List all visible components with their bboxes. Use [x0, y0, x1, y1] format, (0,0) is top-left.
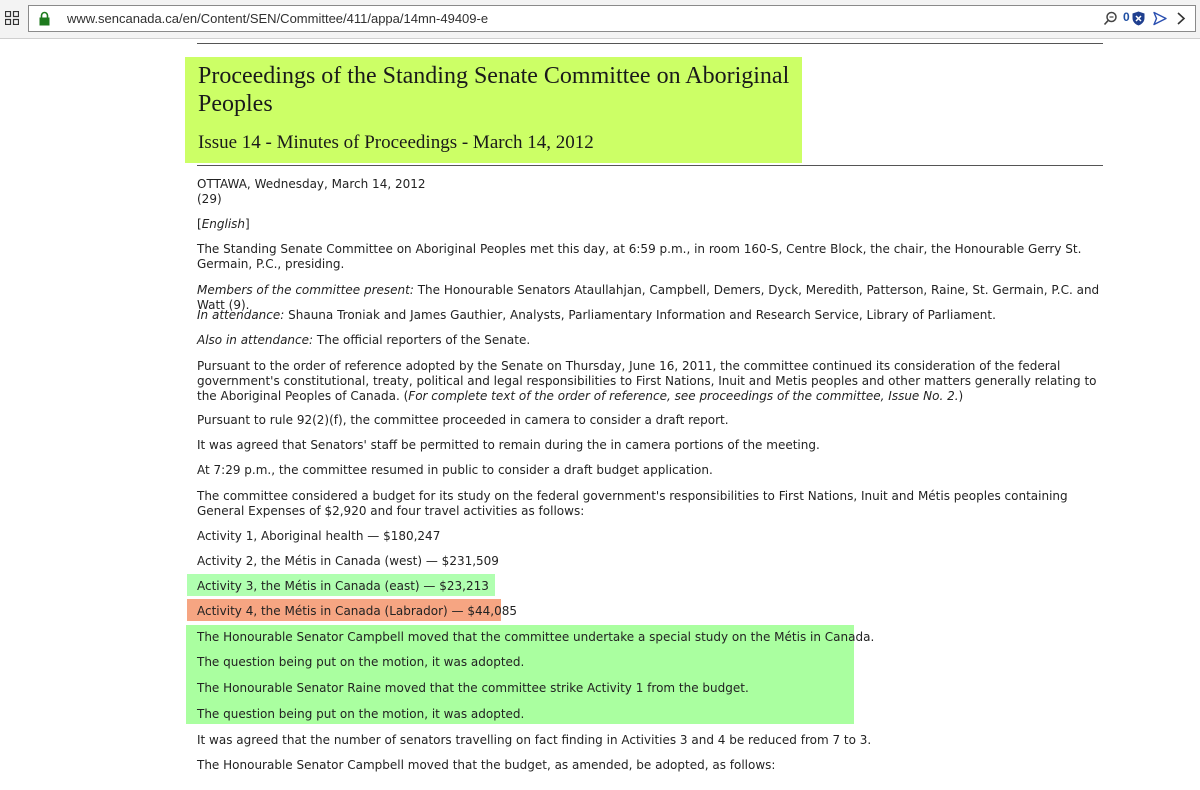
attendance-text: Shauna Troniak and James Gauthier, Analysts, Parliamentary Information and Research Service, Library of Parliament. [284, 308, 996, 322]
title-divider [197, 165, 1103, 166]
members-label: Members of the committee present: [197, 283, 414, 297]
language-note-text: English [201, 217, 246, 231]
place-date: OTTAWA, Wednesday, March 14, 2012 [197, 177, 426, 191]
motion-1-adopted: The question being put on the motion, it was adopted. [197, 655, 525, 669]
members-text: The Honourable Senators Ataullahjan, Campbell, Demers, Dyck, Meredith, Patterson, Raine, St. Germain, P.C. and Watt (9). [197, 283, 1100, 312]
page-subtitle: Issue 14 - Minutes of Proceedings - March 14, 2012 [198, 132, 594, 153]
chevron-right-icon[interactable] [1175, 11, 1187, 26]
order-italic-text: For complete text of the order of reference, see proceedings of the committee, Issue No. 2. [408, 389, 959, 403]
activity-3: Activity 3, the Métis in Canada (east) — $23,213 [197, 579, 489, 593]
order-text-end: ) [958, 389, 964, 403]
attendance-label: In attendance: [197, 308, 285, 322]
lock-icon[interactable] [39, 11, 50, 26]
activity-2: Activity 2, the Métis in Canada (west) — $231,509 [197, 554, 499, 568]
opening-paragraph: The Standing Senate Committee on Aboriginal Peoples met this day, at 6:59 p.m., in room 160-S, Centre Block, the chair, the Honourable Gerry St. Germain, P.C., presiding. [197, 242, 1082, 271]
url-text[interactable]: www.sencanada.ca/en/Content/SEN/Committee/411/appa/14mn-49409-e [67, 11, 489, 26]
blocked-count-badge: 0 [1123, 10, 1130, 24]
title-highlight [185, 57, 802, 163]
budget-adoption-paragraph: The Honourable Senator Campbell moved that the budget, as amended, be adopted, as follows: [197, 758, 776, 772]
attendance-paragraph [197, 308, 1107, 323]
resumed-paragraph: At 7:29 p.m., the committee resumed in public to consider a draft budget application. [197, 463, 713, 477]
address-bar[interactable] [28, 5, 1196, 32]
also-attendance-text: The official reporters of the Senate. [313, 333, 531, 347]
activity-4: Activity 4, the Métis in Canada (Labrador) — $44,085 [197, 604, 517, 618]
motion-campbell: The Honourable Senator Campbell moved that the committee undertake a special study on the Métis in Canada. [197, 630, 875, 644]
browser-toolbar [0, 0, 1200, 39]
staff-paragraph: It was agreed that Senators' staff be permitted to remain during the in camera portions of the meeting. [197, 438, 820, 452]
language-note: [English] [197, 217, 250, 231]
send-icon[interactable] [1153, 11, 1167, 26]
shield-extension-icon[interactable] [1132, 11, 1145, 26]
also-attendance-label: Also in attendance: [197, 333, 314, 347]
top-divider [197, 43, 1103, 44]
motion-raine: The Honourable Senator Raine moved that the committee strike Activity 1 from the budget. [197, 681, 749, 695]
meeting-number: (29) [197, 192, 222, 206]
tabs-grid-icon[interactable] [5, 11, 19, 25]
page-title: Proceedings of the Standing Senate Committee on Aboriginal Peoples [198, 63, 790, 117]
search-icon[interactable] [1103, 11, 1118, 26]
budget-paragraph: The committee considered a budget for its study on the federal government's responsibilities to First Nations, Inuit and Métis peoples containing General Expenses of $2,920 and four travel activities as follows: [197, 489, 1068, 518]
also-attendance-paragraph [197, 333, 1107, 348]
travel-reduction-paragraph: It was agreed that the number of senators travelling on fact finding in Activities 3 and 4 be reduced from 7 to 3. [197, 733, 872, 747]
motion-2-adopted: The question being put on the motion, it was adopted. [197, 707, 525, 721]
in-camera-paragraph: Pursuant to rule 92(2)(f), the committee proceeded in camera to consider a draft report. [197, 413, 729, 427]
activity-1: Activity 1, Aboriginal health — $180,247 [197, 529, 441, 543]
order-of-reference-paragraph [197, 359, 1107, 404]
page-content [0, 38, 1200, 790]
order-text: Pursuant to the order of reference adopted by the Senate on Thursday, June 16, 2011, the committee continued its consideration of the federal government's constitutional, treaty, political and legal responsibilities to First Nations, Inuit and Metis peoples and other matters generally relating to the Aboriginal Peoples of Canada. ( [197, 359, 1097, 403]
